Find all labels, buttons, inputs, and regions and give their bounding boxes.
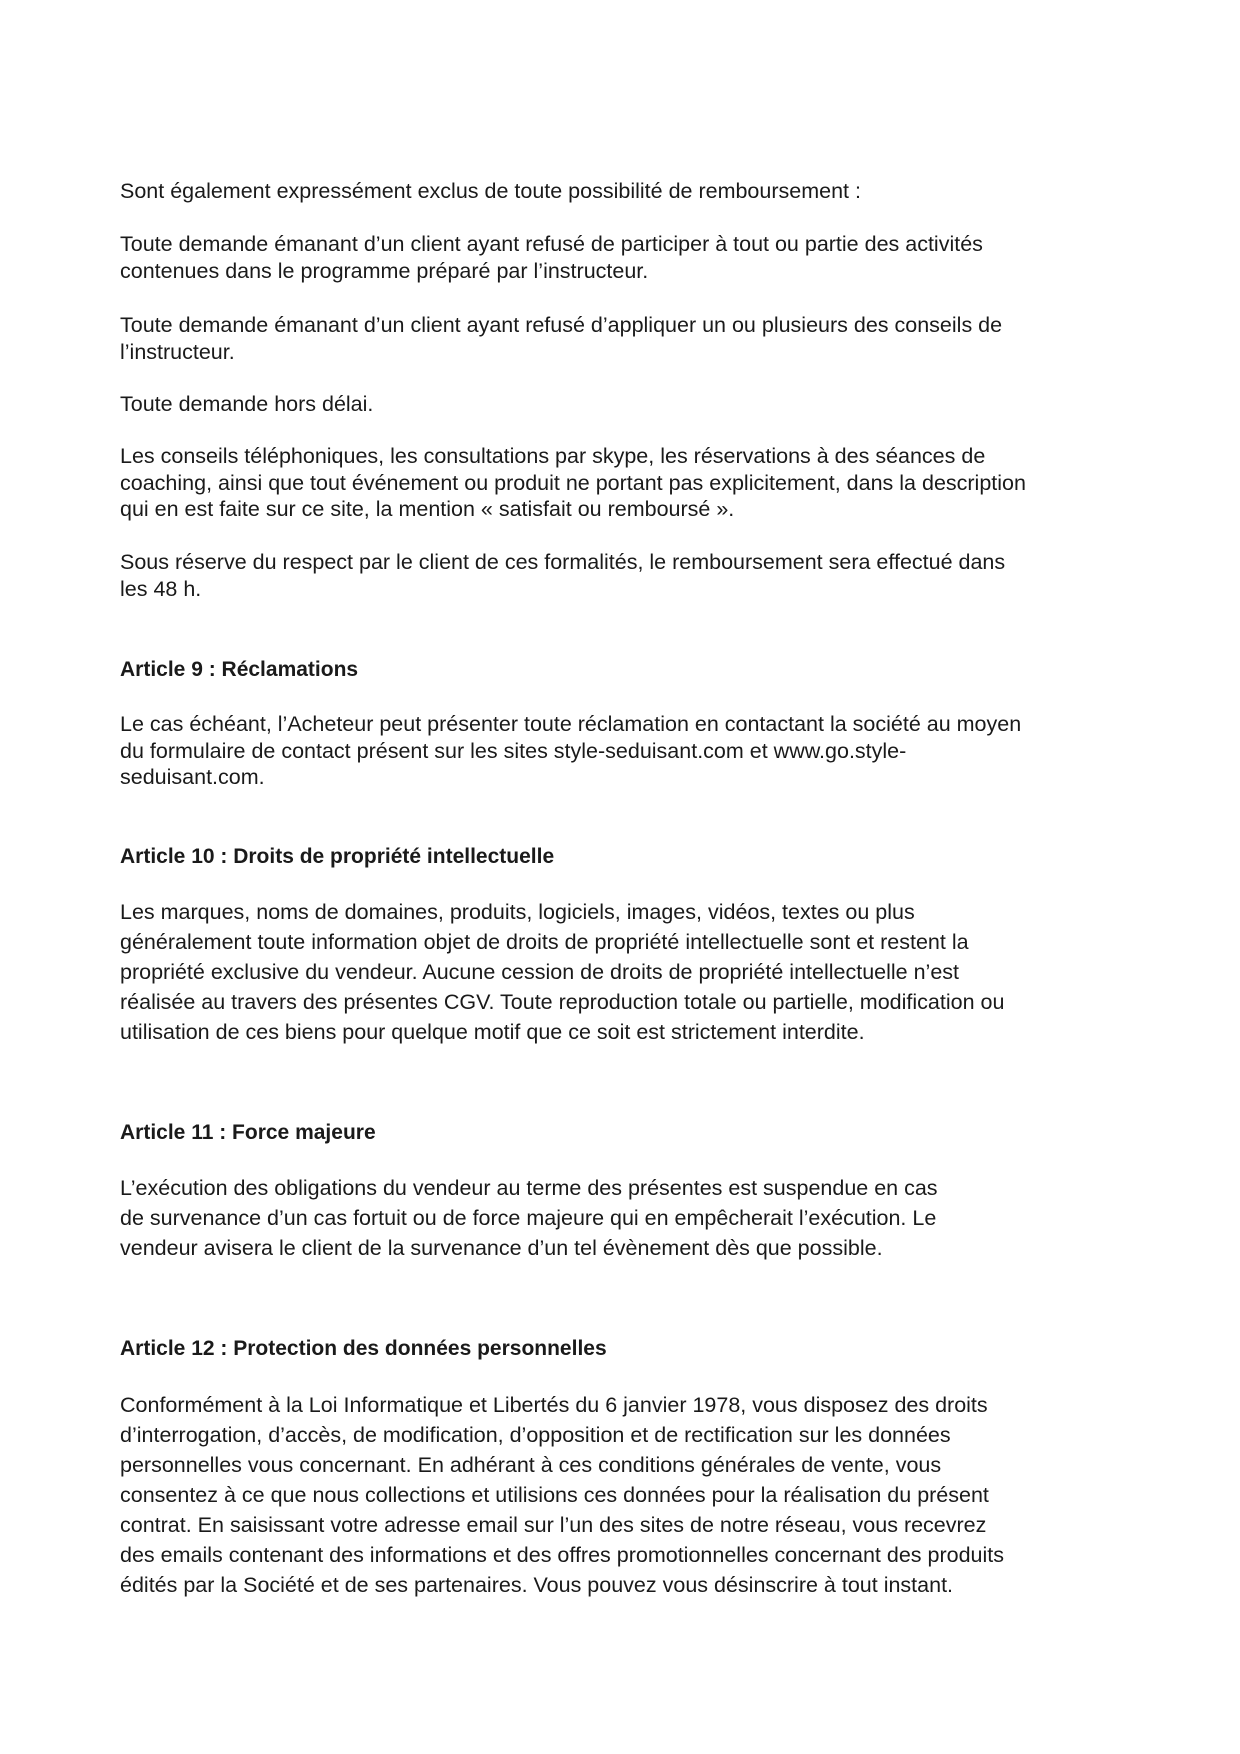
article-12-body: Conformément à la Loi Informatique et Libertés du 6 janvier 1978, vous disposez des droits d’interrogation, d’accès, de modification, d’opposition et de rectification sur les données personnelles vous concernant. En adhérant à ces conditions générales de vente, vous consentez à ce que nous collections et utilisions ces données pour la réalisation du présent contrat. En saisissant votre adresse email sur l’un des sites de notre réseau, vous recevrez des emails contenant des informations et des offres promotionnelles concernant des produits édités par la Société et de ses partenaires. Vous pouvez vous désinscrire à tout instant. [120,1393,1004,1597]
refund-intro: Sont également expressément exclus de toute possibilité de remboursement : [120,179,861,203]
refund-exclusion-item: Toute demande émanant d’un client ayant refusé de participer à tout ou partie des activités contenues dans le programme préparé par l’instructeur. [120,232,983,283]
article-10-body: Les marques, noms de domaines, produits, logiciels, images, vidéos, textes ou plus généralement toute information objet de droits de propriété intellectuelle sont et restent la propriété exclusive du vendeur. Aucune cession de droits de propriété intellectuelle n’est réalisée au travers des présentes CGV. Toute reproduction totale ou partielle, modification ou utilisation de ces biens pour quelque motif que ce soit est strictement interdite. [120,900,1005,1044]
refund-closing: Sous réserve du respect par le client de ces formalités, le remboursement sera effectué dans les 48 h. [120,550,1006,601]
article-12-heading: Article 12 : Protection des données personnelles [120,1337,607,1360]
article-9-body: Le cas échéant, l’Acheteur peut présenter toute réclamation en contactant la société au moyen du formulaire de contact présent sur les sites style-seduisant.com et www.go.style- seduisant.com. [120,712,1022,789]
article-11-heading: Article 11 : Force majeure [120,1121,376,1144]
refund-exclusion-item: Les conseils téléphoniques, les consultations par skype, les réservations à des séances de coaching, ainsi que tout événement ou produit ne portant pas explicitement, dans la description qui en est faite sur ce site, la mention « satisfait ou remboursé ». [120,444,1026,521]
refund-exclusion-item: Toute demande hors délai. [120,392,374,416]
article-10-heading: Article 10 : Droits de propriété intellectuelle [120,845,555,868]
refund-exclusion-item: Toute demande émanant d’un client ayant refusé d’appliquer un ou plusieurs des conseils de l’instructeur. [120,313,1003,364]
article-9-heading: Article 9 : Réclamations [120,658,359,681]
article-11-body: L’exécution des obligations du vendeur au terme des présentes est suspendue en cas de survenance d’un cas fortuit ou de force majeure qui en empêcherait l’exécution. Le vendeur avisera le client de la survenance d’un tel évènement dès que possible. [120,1176,938,1260]
